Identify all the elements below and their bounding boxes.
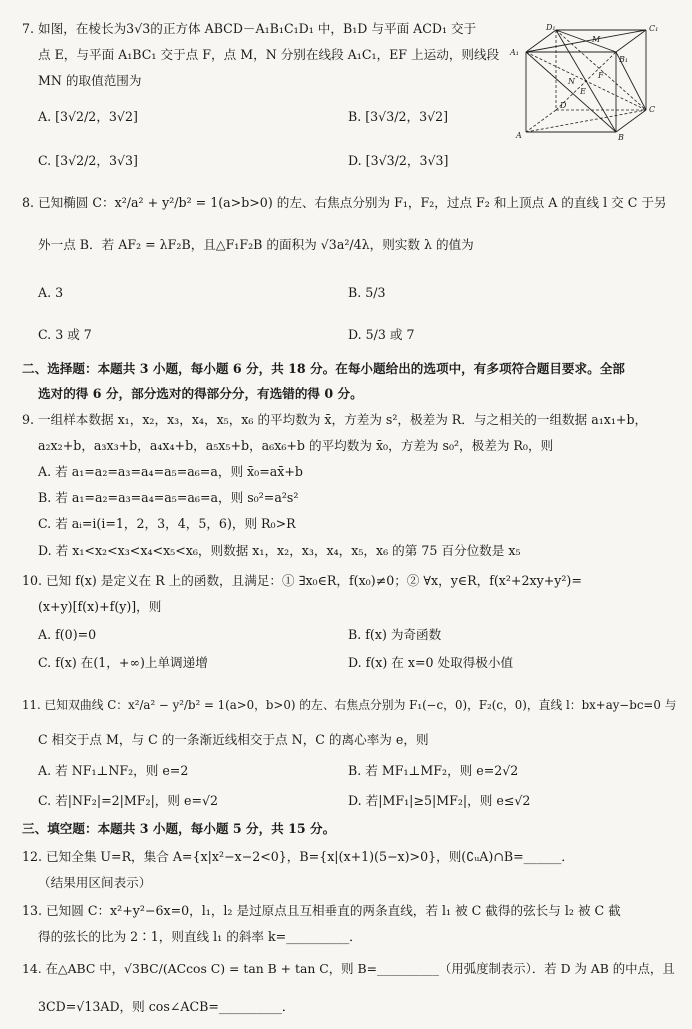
q10-option-b: B. f(x) 为奇函数 xyxy=(348,627,442,642)
q13-line2: 得的弦长的比为 2∶1，则直线 l₁ 的斜率 k=__________． xyxy=(38,929,362,944)
q7-line1: 7. 如图，在棱长为3√3的正方体 ABCD－A₁B₁C₁D₁ 中，B₁D 与平面 ACD₁ 交于 xyxy=(22,21,477,36)
q7-line2: 点 E，与平面 A₁BC₁ 交于点 F，点 M，N 分别在线段 A₁C₁，EF 上运动，则线段 xyxy=(38,47,500,62)
label-a1: A₁ xyxy=(510,48,519,57)
q10-option-c: C. f(x) 在(1，+∞)上单调递增 xyxy=(38,655,208,670)
label-c: C xyxy=(649,105,656,114)
q11-option-c: C. 若|NF₂|=2|MF₂|，则 e=√2 xyxy=(38,793,219,808)
label-c1: C₁ xyxy=(649,24,659,33)
q7-option-a: A. [3√2/2，3√2] xyxy=(38,109,138,124)
q9-option-d: D. 若 x₁<x₂<x₃<x₄<x₅<x₆，则数据 x₁，x₂，x₃，x₄，x₅，x₆ 的第 75 百分位数是 x₅ xyxy=(38,543,521,558)
q11-option-a: A. 若 NF₁⊥NF₂，则 e=2 xyxy=(38,763,189,778)
q11-option-d: D. 若|MF₁|≥5|MF₂|，则 e≤√2 xyxy=(348,793,531,808)
q9-line2: a₂x₂+b，a₃x₃+b，a₄x₄+b，a₅x₅+b，a₆x₆+b 的平均数为 x̄₀，方差为 s₀²，极差为 R₀，则 xyxy=(38,438,554,453)
q8-option-d: D. 5/3 或 7 xyxy=(348,327,415,342)
q12-line1: 12. 已知全集 U=R，集合 A={x|x²−x−2<0}，B={x|(x+1)(5−x)>0}，则(∁ᵤA)∩B=______． xyxy=(22,849,574,864)
label-e: E xyxy=(580,87,586,96)
q7-line3: MN 的取值范围为 xyxy=(38,73,142,88)
q11-line1: 11. 已知双曲线 C：x²/a² − y²/b² = 1(a>0，b>0) 的左、右焦点分别为 F₁(−c，0)，F₂(c，0)，直线 l：bx+ay−bc=0 与 xyxy=(22,698,677,712)
label-a: A xyxy=(516,131,522,140)
label-b: B xyxy=(618,133,624,142)
q11-line2: C 相交于点 M，与 C 的一条渐近线相交于点 N，C 的离心率为 e，则 xyxy=(38,732,429,747)
q10-line2: (x+y)[f(x)+f(y)]，则 xyxy=(38,599,162,614)
q7-option-d: D. [3√3/2，3√3] xyxy=(348,153,449,168)
label-d1: D₁ xyxy=(546,23,556,32)
label-d: D xyxy=(560,101,567,110)
q9-option-b: B. 若 a₁=a₂=a₃=a₄=a₅=a₆=a，则 s₀²=a²s² xyxy=(38,490,299,505)
q9-option-c: C. 若 aᵢ=i(i=1，2，3，4，5，6)，则 R₀>R xyxy=(38,516,296,531)
section3-heading: 三、填空题：本题共 3 小题，每小题 5 分，共 15 分。 xyxy=(22,821,336,836)
label-n: N xyxy=(568,77,575,86)
q13-line1: 13. 已知圆 C：x²+y²−6x=0，l₁，l₂ 是过原点且互相垂直的两条直线，若 l₁ 被 C 截得的弦长与 l₂ 被 C 截 xyxy=(22,903,621,918)
q8-option-b: B. 5/3 xyxy=(348,285,386,300)
cube-figure xyxy=(506,22,666,142)
q12-line2: （结果用区间表示） xyxy=(38,875,152,890)
q7-option-b: B. [3√3/2，3√2] xyxy=(348,109,449,124)
q10-option-d: D. f(x) 在 x=0 处取得极小值 xyxy=(348,655,514,670)
q11-option-b: B. 若 MF₁⊥MF₂，则 e=2√2 xyxy=(348,763,519,778)
q7-option-c: C. [3√2/2，3√3] xyxy=(38,153,138,168)
label-m: M xyxy=(592,35,601,44)
label-f: F xyxy=(598,71,604,80)
q10-option-a: A. f(0)=0 xyxy=(38,627,97,642)
label-b1: B₁ xyxy=(619,55,629,64)
q8-option-a: A. 3 xyxy=(38,285,64,300)
q14-line2: 3CD=√13AD，则 cos∠ACB=__________． xyxy=(38,999,295,1014)
q14-line1: 14. 在△ABC 中，√3BC/(ACcos C) = tan B + tan C，则 B=__________（用弧度制表示）．若 D 为 AB 的中点，且 xyxy=(22,961,675,976)
section2-heading: 二、选择题：本题共 3 小题，每小题 6 分，共 18 分。在每小题给出的选项中，有多项符合题目要求。全部 xyxy=(22,361,625,376)
q9-line1: 9. 一组样本数据 x₁，x₂，x₃，x₄，x₅，x₆ 的平均数为 x̄，方差为 s²，极差为 R．与之相关的一组数据 a₁x₁+b， xyxy=(22,412,648,427)
q9-option-a: A. 若 a₁=a₂=a₃=a₄=a₅=a₆=a，则 x̄₀=ax̄+b xyxy=(38,464,303,479)
q8-line2: 外一点 B．若 AF₂ = λF₂B，且△F₁F₂B 的面积为 √3a²/4λ，则实数 λ 的值为 xyxy=(38,237,474,252)
q8-option-c: C. 3 或 7 xyxy=(38,327,92,342)
q10-line1: 10. 已知 f(x) 是定义在 R 上的函数，且满足：① ∃x₀∈R，f(x₀)≠0；② ∀x，y∈R，f(x²+2xy+y²)= xyxy=(22,573,582,588)
q8-line1: 8. 已知椭圆 C：x²/a² + y²/b² = 1(a>b>0) 的左、右焦点分别为 F₁，F₂，过点 F₂ 和上顶点 A 的直线 l 交 C 于另 xyxy=(22,195,667,210)
section2-heading-cont: 选对的得 6 分，部分选对的得部分分，有选错的得 0 分。 xyxy=(38,386,363,401)
